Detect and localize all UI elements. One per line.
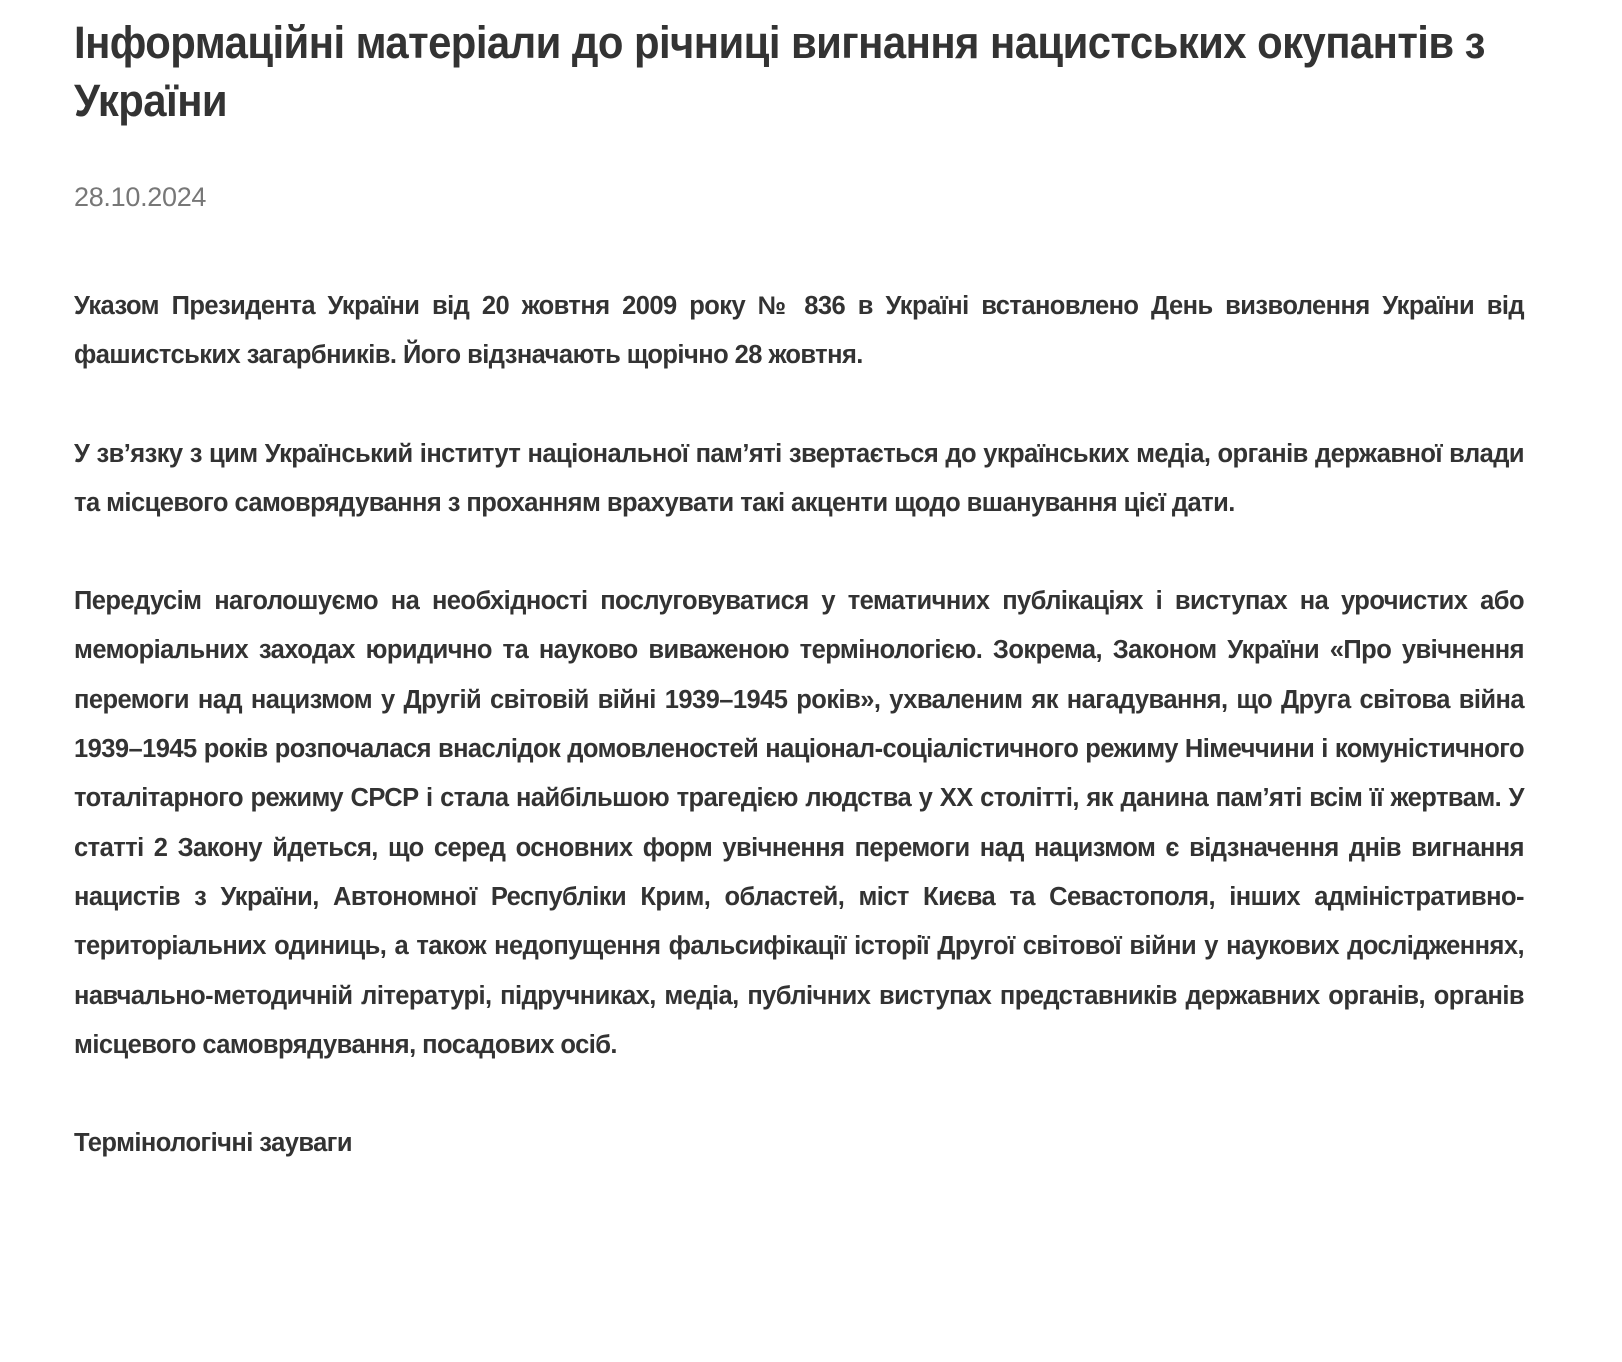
article-body [74,282,1524,1168]
article [74,14,1524,1168]
page-title: Інформаційні матеріали до річниці вигнання нацистських окупантів з України [74,17,1485,126]
paragraph-institute-appeal: У зв’язку з цим Український інститут національної пам’яті звертається до українських медіа, органів державної влади та місцевого самоврядування з проханням врахувати такі акценти щодо вшанування цієї дати. [74,439,1524,517]
section-heading-terminology: Термінологічні зауваги [74,1129,352,1158]
paragraph-terminology-law: Передусім наголошуємо на необхідності послуговуватися у тематичних публікаціях і виступах на урочистих або меморіальних заходах юридично та науково виваженою термінологією. Зокрема, Законом України «Про увічнення перемоги над нацизмом у Другій світовій війні 1939–1945 років», ухваленим як нагадування, що Друга світова війна 1939–1945 років розпочалася внаслідок домовленостей націонал-соціалістичного режиму Німеччини і комуністичного тоталітарного режиму СРСР і стала найбільшою трагедією людства у ХХ столітті, як данина пам’яті всім її жертвам. У статті 2 Закону йдеться, що серед основних форм увічнення перемоги над нацизмом є відзначення днів вигнання нацистів з України, Автономної Республіки Крим, областей, міст Києва та Севастополя, інших адміністративно-територіальних одиниць, а також недопущення фальсифікації історії Другої світової війни у наукових дослідженнях, навчально-методичній літературі, підручниках, медіа, публічних виступах представників державних органів, органів місцевого самоврядування, посадових осіб. [74,587,1524,1059]
publication-date: 28.10.2024 [74,182,207,212]
paragraph-decree: Указом Президента України від 20 жовтня 2009 року № 836 в Україні встановлено День визволення України від фашистських загарбників. Його відзначають щорічно 28 жовтня. [74,292,1524,370]
